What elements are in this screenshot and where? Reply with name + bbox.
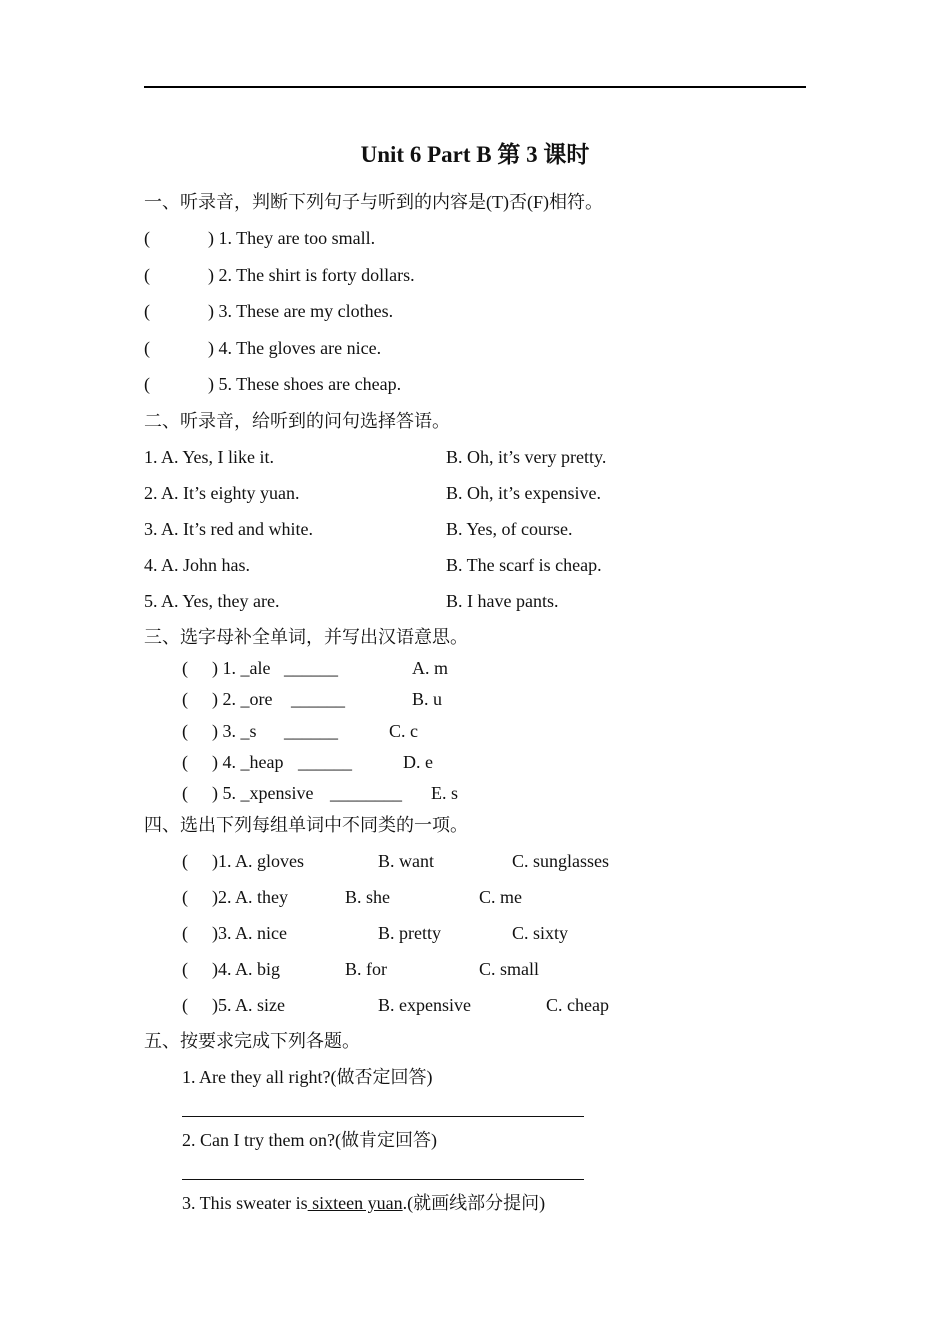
section-3-heading: 三、选字母补全单词，并写出汉语意思。 [144, 627, 468, 647]
s1-text: ) 2. The shirt is forty dollars. [208, 265, 415, 285]
answer-slot[interactable]: ( [182, 689, 188, 709]
s4-option-b: B. want [378, 851, 434, 871]
answer-slot[interactable]: ( [182, 783, 188, 803]
s3-blank[interactable]: ______ [291, 689, 345, 709]
answer-slot[interactable]: ( [144, 374, 150, 394]
s3-word: ) 3. _s [212, 721, 257, 741]
s2-option-a: 1. A. Yes, I like it. [144, 447, 275, 467]
s2-option-a: 2. A. It’s eighty yuan. [144, 483, 300, 503]
s3-word: ) 1. _ale [212, 658, 271, 678]
s3-word: ) 4. _heap [212, 752, 284, 772]
s2-option-a: 5. A. Yes, they are. [144, 591, 280, 611]
s4-option-b: B. for [345, 959, 387, 979]
answer-slot[interactable]: ( [144, 338, 150, 358]
answer-slot[interactable]: ( [182, 887, 188, 907]
answer-line-2[interactable] [182, 1179, 584, 1180]
section-2-heading: 二、听录音，给听到的问句选择答语。 [144, 411, 450, 431]
s4-option-a: )4. A. big [212, 959, 281, 979]
s1-text: ) 5. These shoes are cheap. [208, 374, 402, 394]
s3-item-3 [182, 719, 257, 743]
answer-slot[interactable]: ( [182, 923, 188, 943]
s3-item-1 [182, 656, 270, 680]
s4-option-c: C. me [479, 887, 522, 907]
answer-slot[interactable]: ( [182, 721, 188, 741]
s1-text: ) 3. These are my clothes. [208, 301, 394, 321]
s1-item-1 [144, 226, 375, 250]
s1-item-2 [144, 263, 415, 287]
answer-slot[interactable]: ( [182, 851, 188, 871]
s3-word: ) 5. _xpensive [212, 783, 314, 803]
s3-blank[interactable]: ______ [284, 721, 338, 741]
s4-option-a: )1. A. gloves [212, 851, 304, 871]
s3-option: C. c [389, 721, 418, 741]
s2-option-b: B. Yes, of course. [446, 519, 573, 539]
page-title: Unit 6 Part B 第 3 课时 [360, 142, 590, 167]
section-4-heading: 四、选出下列每组单词中不同类的一项。 [144, 815, 468, 835]
answer-slot[interactable]: ( [144, 228, 150, 248]
s5-question-2: 2. Can I try them on?(做肯定回答) [182, 1130, 437, 1150]
answer-slot[interactable]: ( [144, 265, 150, 285]
s3-word: ) 2. _ore [212, 689, 273, 709]
s3-item-2 [182, 687, 272, 711]
s1-text: ) 4. The gloves are nice. [208, 338, 382, 358]
s2-option-b: B. The scarf is cheap. [446, 555, 602, 575]
answer-slot[interactable]: ( [182, 658, 188, 678]
section-1-heading: 一、听录音，判断下列句子与听到的内容是(T)否(F)相符。 [144, 192, 603, 212]
s1-item-5 [144, 372, 401, 396]
s3-item-5 [182, 781, 313, 805]
s1-text: ) 1. They are too small. [208, 228, 376, 248]
s2-option-b: B. Oh, it’s very pretty. [446, 447, 607, 467]
s3-blank[interactable]: ______ [284, 658, 338, 678]
s4-option-c: C. small [479, 959, 540, 979]
header-rule [144, 86, 806, 88]
s2-option-a: 3. A. It’s red and white. [144, 519, 313, 539]
s4-item-1 [182, 849, 304, 873]
s3-item-4 [182, 750, 283, 774]
s4-option-b: B. pretty [378, 923, 441, 943]
s1-item-4 [144, 336, 381, 360]
answer-slot[interactable]: ( [144, 301, 150, 321]
s3-blank[interactable]: ______ [298, 752, 352, 772]
s1-item-3 [144, 299, 393, 323]
section-5-heading: 五、按要求完成下列各题。 [144, 1031, 360, 1051]
s4-option-c: C. sixty [512, 923, 569, 943]
answer-line-1[interactable] [182, 1116, 584, 1117]
s4-option-a: )3. A. nice [212, 923, 287, 943]
s2-option-b: B. Oh, it’s expensive. [446, 483, 601, 503]
s2-option-a: 4. A. John has. [144, 555, 251, 575]
s4-item-3 [182, 921, 287, 945]
s3-option: B. u [412, 689, 443, 709]
q3-underlined: sixteen yuan [307, 1193, 403, 1213]
q3-suffix: .(就画线部分提问) [402, 1193, 546, 1213]
s3-blank[interactable]: ________ [330, 783, 402, 803]
s4-item-5 [182, 993, 285, 1017]
s3-option: E. s [431, 783, 458, 803]
s4-option-a: )5. A. size [212, 995, 285, 1015]
s4-option-c: C. sunglasses [512, 851, 610, 871]
s2-option-b: B. I have pants. [446, 591, 559, 611]
s4-option-c: C. cheap [546, 995, 609, 1015]
answer-slot[interactable]: ( [182, 752, 188, 772]
s4-option-a: )2. A. they [212, 887, 288, 907]
s4-item-4 [182, 957, 280, 981]
s4-option-b: B. she [345, 887, 390, 907]
answer-slot[interactable]: ( [182, 995, 188, 1015]
s3-option: A. m [412, 658, 448, 678]
s5-question-1: 1. Are they all right?(做否定回答) [182, 1067, 433, 1087]
answer-slot[interactable]: ( [182, 959, 188, 979]
s4-option-b: B. expensive [378, 995, 471, 1015]
s4-item-2 [182, 885, 288, 909]
q3-prefix: 3. This sweater is [182, 1193, 308, 1213]
s5-question-3 [182, 1191, 545, 1215]
s3-option: D. e [403, 752, 433, 772]
